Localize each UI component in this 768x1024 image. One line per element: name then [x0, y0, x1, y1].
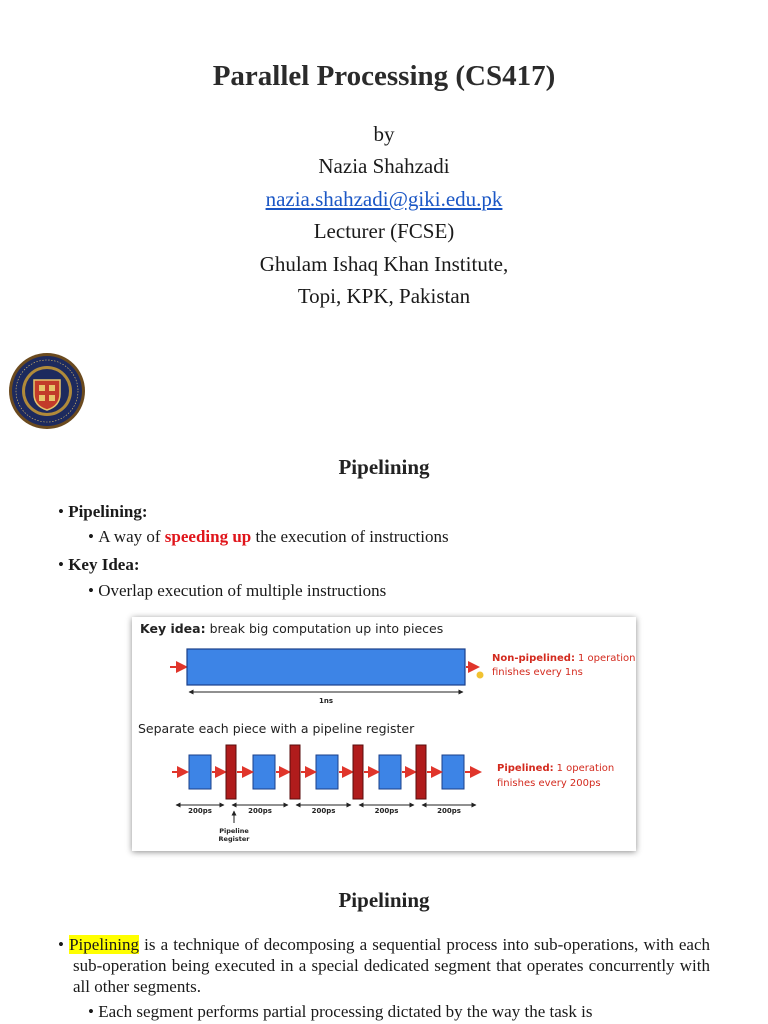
segment-label-4: 200ps	[374, 807, 399, 815]
author-position: Lecturer (FCSE)	[313, 219, 455, 243]
one-ns-label: 1ns	[318, 697, 334, 705]
segment-label-3: 200ps	[311, 807, 336, 815]
bullet-key-idea: • Key Idea:	[58, 555, 140, 574]
pipelined-note: Pipelined: 1 operation	[497, 763, 615, 774]
pipeline-row	[172, 745, 480, 815]
pipeline-register-2	[290, 745, 300, 799]
pipeline-diagram	[132, 617, 636, 851]
email-line	[0, 187, 768, 212]
pipeline-stage-4	[379, 755, 401, 789]
by-line: by	[373, 122, 395, 146]
email-link[interactable]: nazia.shahzadi@giki.edu.pk	[265, 187, 503, 211]
pipelined-note-2: finishes every 200ps	[497, 778, 601, 789]
document-title: Parallel Processing (CS417)	[212, 60, 556, 92]
emphasis-speeding-up: speeding up	[164, 527, 252, 546]
pipeline-register-label-2: Register	[218, 835, 250, 843]
bullet-pipelining-label: Pipelining:	[68, 502, 148, 521]
definition-paragraph: • Pipelining is a technique of decomposing a sequential process into sub-operations, with each sub-operation being executed in a special dedicated segment that operates concurrently with all other segments.	[58, 935, 710, 996]
pipeline-stage-2	[253, 755, 275, 789]
pipeline-stage-3	[316, 755, 338, 789]
pipeline-register-1	[226, 745, 236, 799]
non-pipelined-note-2: finishes every 1ns	[492, 667, 583, 678]
separate-caption: Separate each piece with a pipeline register	[138, 721, 415, 736]
pipeline-stage-1	[189, 755, 211, 789]
segment-label-5: 200ps	[437, 807, 461, 815]
pipeline-register-label-1: Pipeline	[219, 827, 249, 835]
institute-name: Ghulam Ishaq Khan Institute,	[259, 252, 509, 276]
section-heading-pipelining: Pipelining	[338, 455, 430, 479]
non-pipelined-block	[187, 649, 465, 685]
segment-label-1: 200ps	[188, 807, 212, 815]
institute-seal-logo	[8, 352, 86, 430]
segment-sub-bullet: • Each segment performs partial processing dictated by the way the task is	[88, 1002, 593, 1021]
bullet-pipelining: • Pipelining:	[58, 502, 148, 521]
non-pipelined-note: Non-pipelined: 1 operation	[492, 653, 636, 664]
bullet-key-idea-label: Key Idea:	[68, 555, 140, 574]
sub-bullet-overlap: • Overlap execution of multiple instructions	[88, 581, 387, 600]
pipeline-stage-5	[442, 755, 464, 789]
author-name: Nazia Shahzadi	[318, 154, 450, 178]
highlighted-term: Pipelining	[69, 935, 139, 954]
cursor-dot	[477, 672, 484, 679]
key-idea-caption: Key idea: break big computation up into pieces	[140, 621, 444, 636]
segment-label-2: 200ps	[248, 807, 272, 815]
institute-location: Topi, KPK, Pakistan	[297, 284, 471, 308]
section-heading-pipelining-2: Pipelining	[338, 888, 430, 912]
pipeline-figure	[132, 617, 636, 851]
pipeline-register-4	[416, 745, 426, 799]
sub-bullet-speeding-up: • A way of speeding up the execution of instructions	[88, 527, 449, 546]
pipeline-register-3	[353, 745, 363, 799]
